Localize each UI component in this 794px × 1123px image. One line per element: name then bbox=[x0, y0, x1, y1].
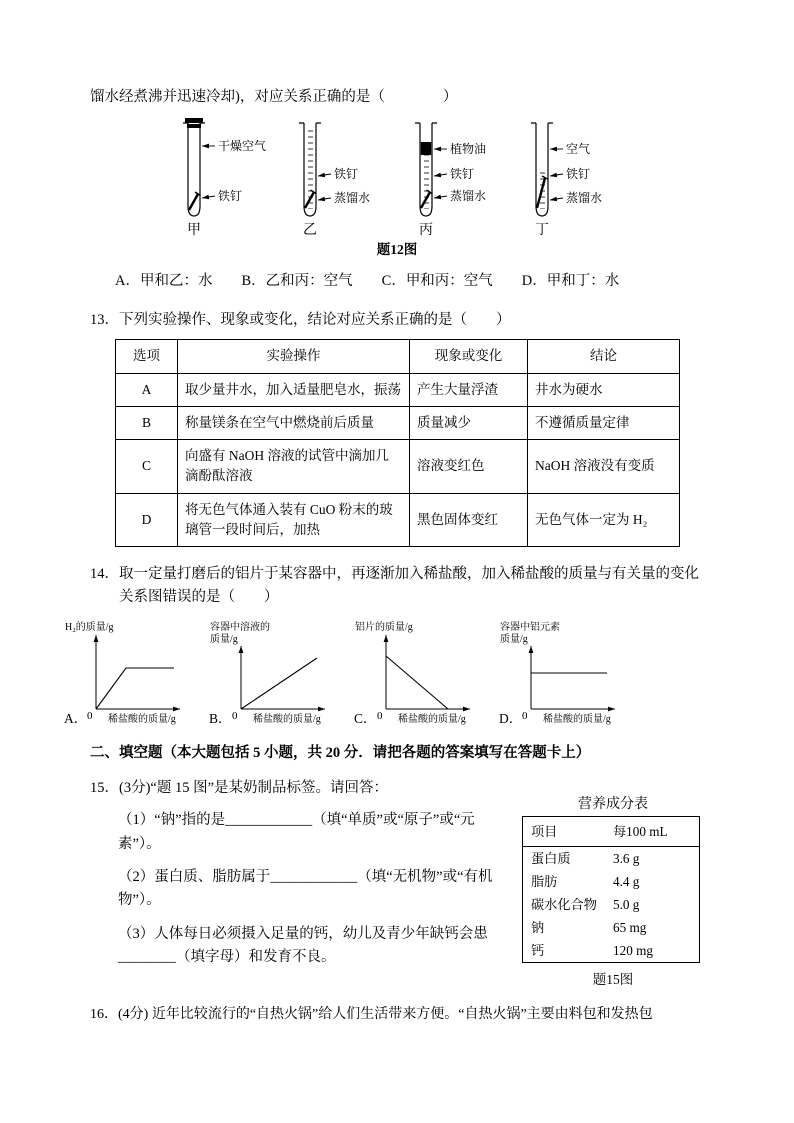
pointer-arrow-icon bbox=[318, 198, 331, 200]
y-axis-label: 质量/g bbox=[210, 634, 238, 646]
pointer-arrow-icon bbox=[434, 174, 447, 176]
graph-option-a bbox=[62, 618, 207, 728]
nutrition-item: 脂肪 bbox=[531, 873, 558, 889]
cell-phenomenon: 溶液变红色 bbox=[410, 440, 528, 494]
col-header: 实验操作 bbox=[178, 340, 410, 373]
nutrition-item: 钙 bbox=[531, 943, 545, 959]
tube-label: 铁钉 bbox=[566, 167, 591, 182]
table-row bbox=[116, 373, 680, 406]
table-row bbox=[116, 406, 680, 439]
nutrition-col2-header: 每100 mL bbox=[605, 816, 700, 846]
cell-conclusion: 井水为硬水 bbox=[528, 373, 680, 406]
origin-label: 0 bbox=[232, 710, 238, 723]
nutrition-value: 5.0 g bbox=[613, 896, 640, 912]
graph-option-b bbox=[207, 618, 352, 728]
tube-label: 植物油 bbox=[450, 142, 487, 157]
cell-option: B bbox=[116, 406, 178, 439]
cell-option: D bbox=[116, 493, 178, 547]
table-row bbox=[116, 493, 680, 547]
nutrition-item: 蛋白质 bbox=[531, 850, 571, 866]
tube-name: 丙 bbox=[419, 223, 433, 239]
q12-figure bbox=[90, 116, 704, 258]
x-axis-label: 稀盐酸的质量/g bbox=[543, 714, 611, 726]
cell-operation: 称量镁条在空气中燃烧前后质量 bbox=[178, 406, 410, 439]
origin-label: 0 bbox=[522, 710, 528, 723]
tube-label: 铁钉 bbox=[450, 167, 475, 182]
nutrition-col1-header: 项目 bbox=[523, 816, 606, 846]
q15-block bbox=[90, 777, 704, 989]
y-axis-label: 质量/g bbox=[500, 634, 528, 646]
stopper-icon bbox=[187, 124, 201, 128]
cell-option: A bbox=[116, 373, 178, 406]
curve-rise-plateau bbox=[96, 668, 174, 709]
nutrition-table bbox=[522, 816, 700, 964]
pointer-arrow-icon bbox=[202, 196, 215, 198]
q12-options: A．甲和乙：水 B．乙和丙：空气 C．甲和丙：空气 D．甲和丁：水 bbox=[115, 273, 620, 290]
tube-label: 干燥空气 bbox=[218, 139, 267, 154]
test-tube-ding bbox=[521, 116, 621, 238]
stopper-icon bbox=[185, 118, 203, 123]
tube-label: 铁钉 bbox=[334, 167, 359, 182]
graph-letter: D． bbox=[499, 711, 523, 727]
nutrition-row bbox=[523, 846, 700, 870]
x-axis-label: 稀盐酸的质量/g bbox=[398, 714, 466, 726]
q16-stem: 16．(4分) 近年比较流行的“自热火锅”给人们生活带来方便。“自热火锅”主要由料包和发热包 bbox=[90, 1007, 653, 1023]
x-axis-label: 稀盐酸的质量/g bbox=[108, 714, 176, 726]
nail-icon bbox=[189, 194, 198, 210]
col-header: 选项 bbox=[116, 340, 178, 373]
tube-label: 铁钉 bbox=[218, 189, 243, 204]
q14-stem: 14．取一定量打磨后的铝片于某容器中，再逐渐加入稀盐酸，加入稀盐酸的质量与有关量的变化关系图错误的是（ ） bbox=[90, 566, 699, 605]
graph-letter: A． bbox=[64, 711, 88, 727]
graph-option-c bbox=[352, 618, 497, 728]
cell-conclusion: 无色气体一定为 H₂ bbox=[528, 493, 680, 547]
q15-figure bbox=[522, 777, 704, 989]
tube-name: 乙 bbox=[303, 223, 317, 239]
test-tube-yi bbox=[289, 116, 389, 238]
nutrition-row bbox=[523, 870, 700, 893]
q12-figure-caption: 题12图 bbox=[376, 242, 418, 258]
nutrition-header-row bbox=[523, 816, 700, 846]
tube-label: 蒸馏水 bbox=[566, 191, 603, 206]
y-axis-label: 铝片的质量/g bbox=[355, 622, 413, 634]
origin-label: 0 bbox=[377, 710, 383, 723]
table-header-row bbox=[116, 340, 680, 373]
test-tubes-row bbox=[90, 116, 704, 238]
pointer-arrow-icon bbox=[434, 196, 447, 198]
x-axis-label: 稀盐酸的质量/g bbox=[253, 714, 321, 726]
q12-intro: 馏水经煮沸并迅速冷却)，对应关系正确的是（ ） bbox=[90, 89, 458, 105]
graph-letter: C． bbox=[354, 711, 377, 727]
cell-conclusion: 不遵循质量定律 bbox=[528, 406, 680, 439]
nutrition-value: 65 mg bbox=[613, 920, 647, 936]
q13-table bbox=[115, 339, 680, 547]
nutrition-value: 3.6 g bbox=[613, 850, 640, 866]
nutrition-item: 碳水化合物 bbox=[531, 896, 597, 912]
pointer-arrow-icon bbox=[550, 174, 563, 176]
cell-operation: 向盛有 NaOH 溶液的试管中滴加几滴酚酞溶液 bbox=[178, 440, 410, 494]
cell-operation: 取少量井水，加入适量肥皂水，振荡 bbox=[178, 373, 410, 406]
cell-phenomenon: 产生大量浮渣 bbox=[410, 373, 528, 406]
q15-text-column bbox=[90, 777, 496, 989]
test-tube-bing bbox=[405, 116, 505, 238]
nutrition-value: 120 mg bbox=[613, 943, 653, 959]
col-header: 结论 bbox=[528, 340, 680, 373]
y-axis-label: H₂的质量/g bbox=[65, 622, 114, 634]
col-header: 现象或变化 bbox=[410, 340, 528, 373]
q13-stem: 13．下列实验操作、现象或变化，结论对应关系正确的是（ ） bbox=[90, 311, 511, 328]
pointer-arrow-icon bbox=[550, 198, 563, 200]
y-axis-label: 容器中铝元素 bbox=[500, 622, 560, 634]
test-tube-jia bbox=[173, 116, 273, 238]
cell-option: C bbox=[116, 440, 178, 494]
tube-label: 蒸馏水 bbox=[450, 189, 487, 204]
q15-sub3: （3）人体每日必须摄入足量的钙，幼儿及青少年缺钙会患________（填字母）和发育不良。 bbox=[118, 925, 488, 966]
graph-letter: B． bbox=[209, 711, 232, 727]
oil-layer bbox=[421, 142, 431, 155]
nutrition-row bbox=[523, 916, 700, 939]
y-axis-label: 容器中溶液的 bbox=[210, 622, 270, 634]
curve-falling bbox=[386, 656, 448, 709]
pointer-arrow-icon bbox=[318, 174, 331, 176]
cell-phenomenon: 质量减少 bbox=[410, 406, 528, 439]
tube-label: 空气 bbox=[566, 142, 591, 157]
tube-label: 蒸馏水 bbox=[334, 191, 371, 206]
graph-option-d bbox=[497, 618, 642, 728]
q15-sub1: （1）“钠”指的是____________（填“单质”或“原子”或“元素”）。 bbox=[118, 812, 475, 852]
curve-rising bbox=[241, 658, 317, 709]
q15-stem: 15．(3分)“题 15 图”是某奶制品标签。请回答： bbox=[90, 779, 389, 796]
nutrition-item: 钠 bbox=[531, 920, 545, 936]
nutrition-value: 4.4 g bbox=[613, 873, 640, 889]
tube-name: 丁 bbox=[535, 223, 549, 239]
q15-sub2: （2）蛋白质、脂肪属于____________（填“无机物”或“有机物”）。 bbox=[118, 869, 493, 909]
q15-figure-caption: 题15图 bbox=[592, 972, 634, 988]
nutrition-row bbox=[523, 893, 700, 916]
q14-graphs bbox=[62, 618, 704, 728]
nutrition-table-title: 营养成分表 bbox=[578, 796, 648, 812]
origin-label: 0 bbox=[87, 710, 93, 723]
cell-phenomenon: 黑色固体变红 bbox=[410, 493, 528, 547]
tube-name: 甲 bbox=[187, 223, 201, 239]
nutrition-row bbox=[523, 939, 700, 963]
section-2-title: 二、填空题（本大题包括 5 小题，共 20 分．请把各题的答案填写在答题卡上） bbox=[90, 745, 591, 762]
cell-conclusion: NaOH 溶液没有变质 bbox=[528, 440, 680, 494]
table-row bbox=[116, 440, 680, 494]
cell-operation: 将无色气体通入装有 CuO 粉末的玻璃管一段时间后，加热 bbox=[178, 493, 410, 547]
